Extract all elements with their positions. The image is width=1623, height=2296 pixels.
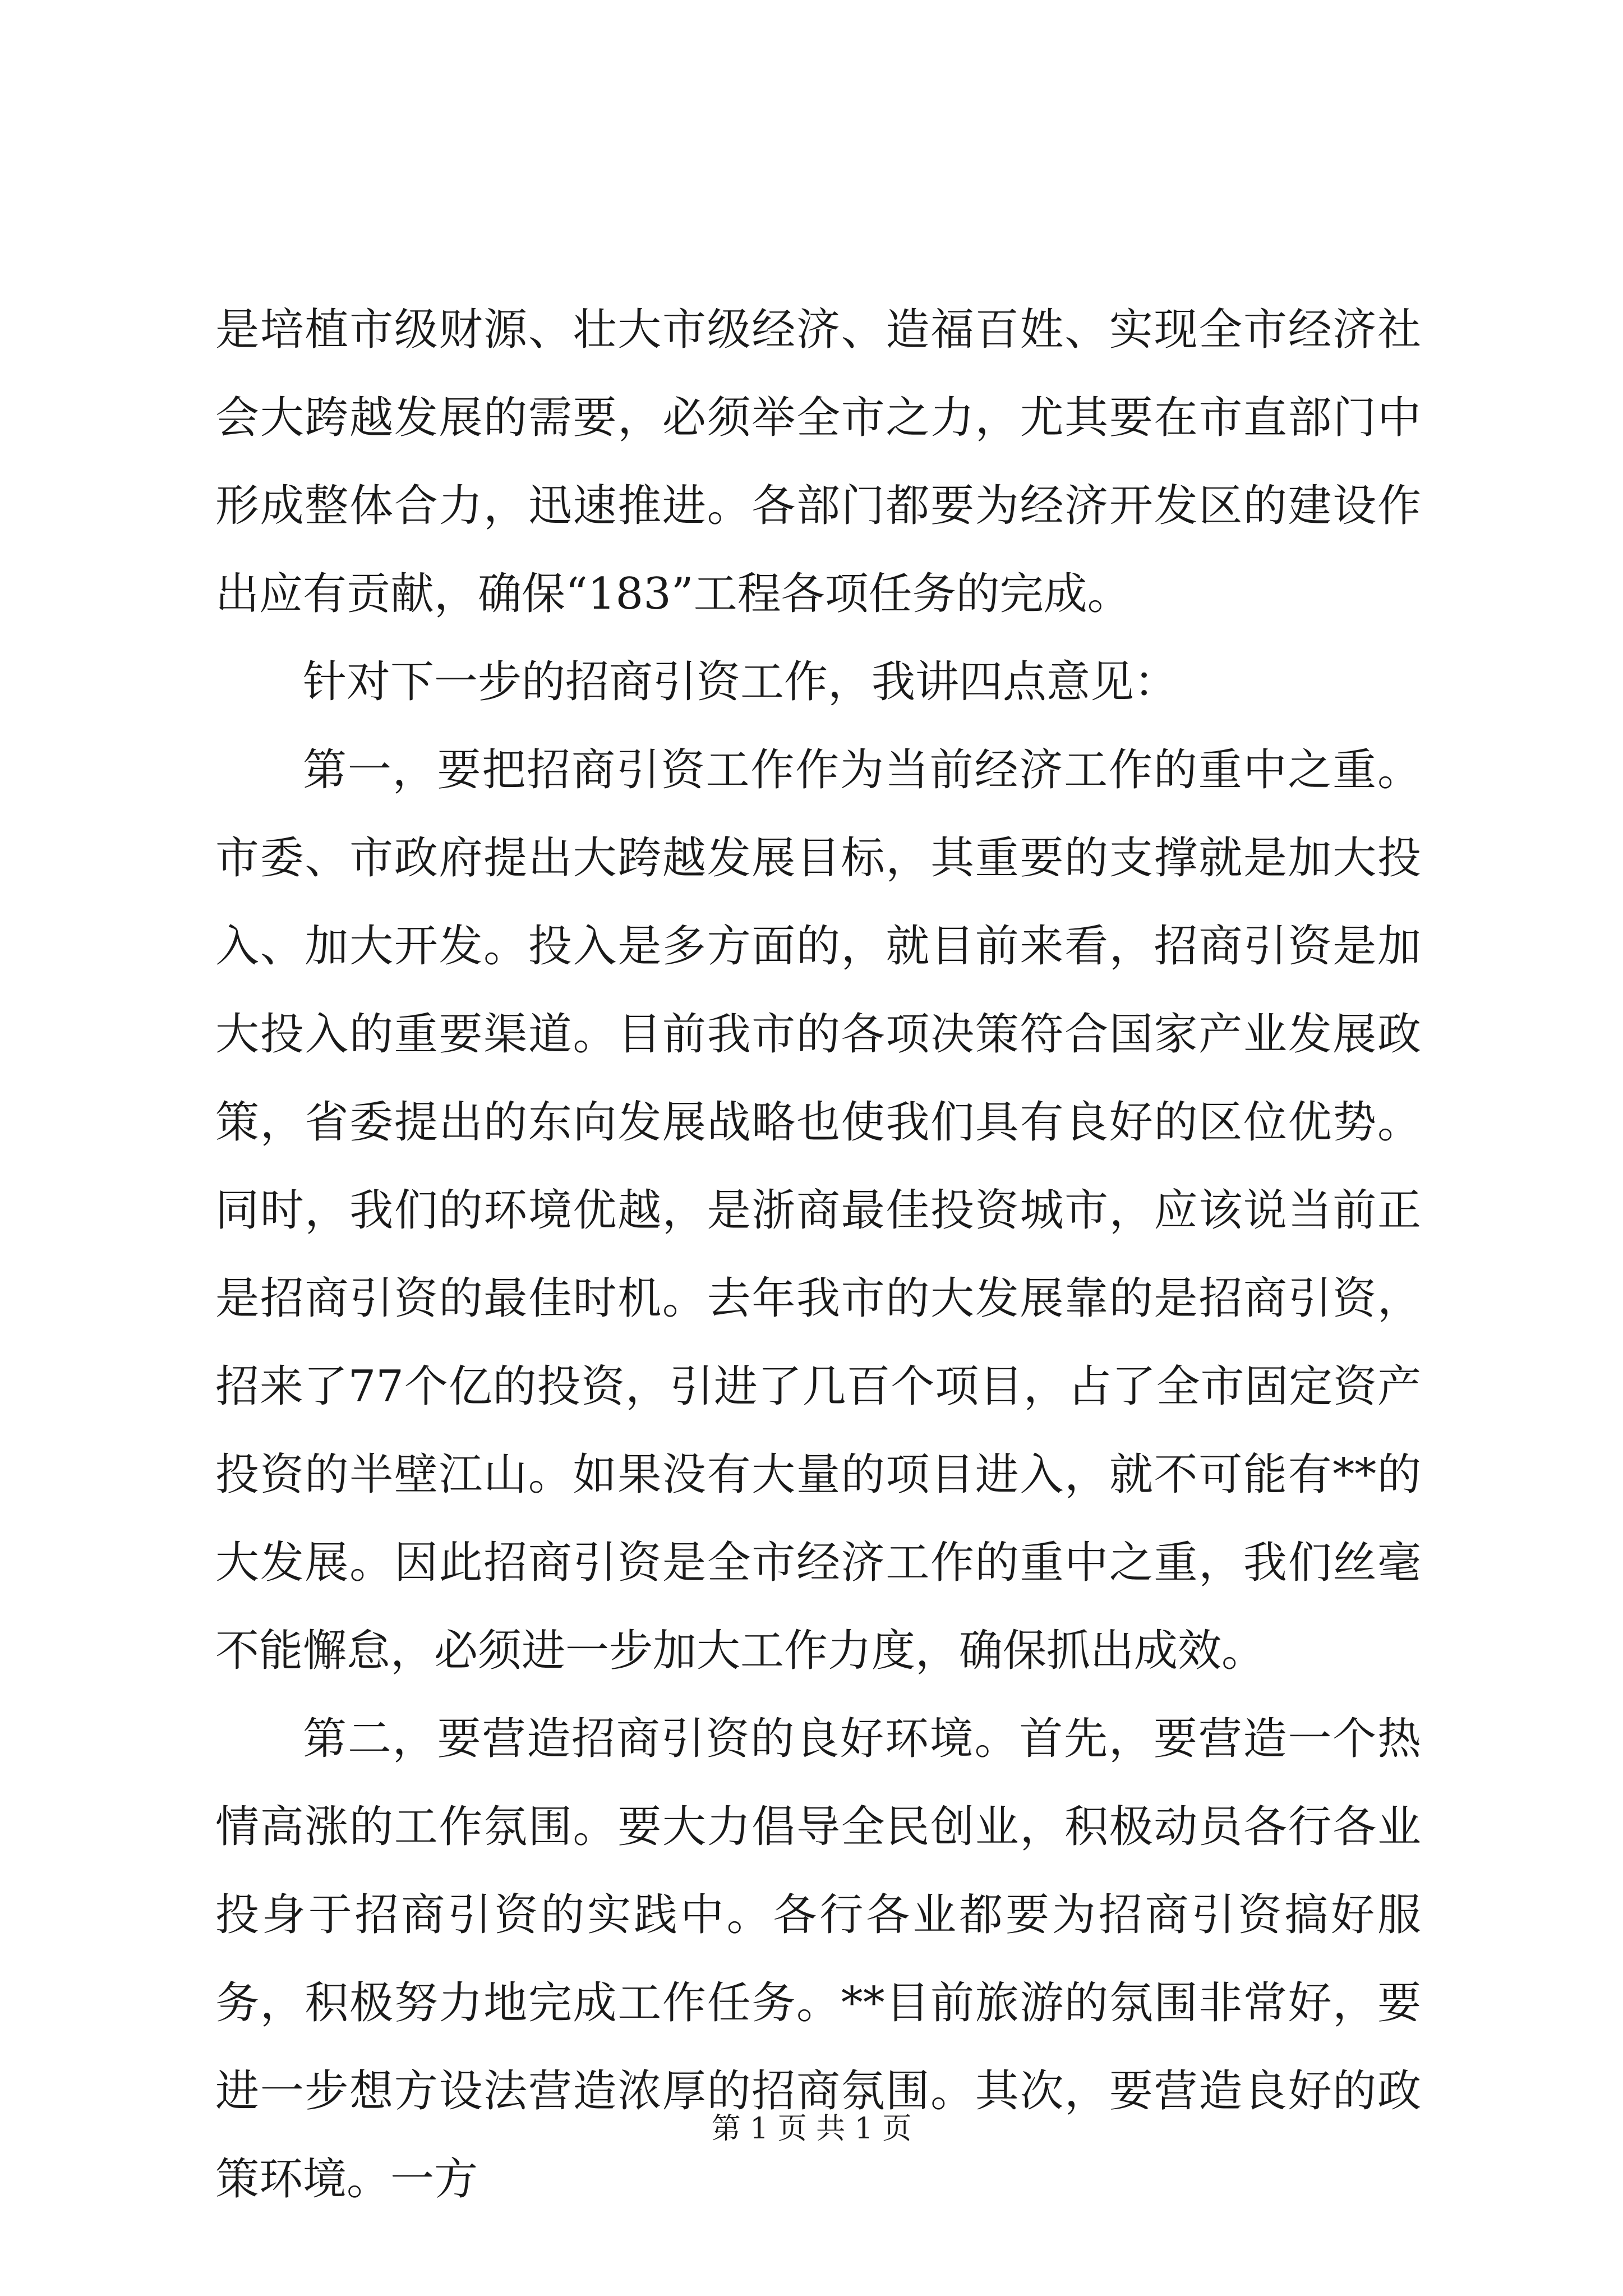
document-body: [215, 286, 1421, 2224]
paragraph-point-two: 第二，要营造招商引资的良好环境。首先，要营造一个热情高涨的工作氛围。要大力倡导全民创业，积极动员各行各业投身于招商引资的实践中。各行各业都要为招商引资搞好服务，积极努力地完成工作任务。**目前旅游的氛围非常好，要进一步想方设法营造浓厚的招商氛围。其次，要营造良好的政策环境。一方: [215, 1714, 1421, 2205]
paragraph-point-one: 第一，要把招商引资工作作为当前经济工作的重中之重。市委、市政府提出大跨越发展目标，其重要的支撑就是加大投入、加大开发。投入是多方面的，就目前来看，招商引资是加大投入的重要渠道。目前我市的各项决策符合国家产业发展政策，省委提出的东向发展战略也使我们具有良好的区位优势。同时，我们的环境优越，是浙商最佳投资城市，应该说当前正是招商引资的最佳时机。去年我市的大发展靠的是招商引资，招来了77个亿的投资，引进了几百个项目，占了全市固定资产投资的半壁江山。如果没有大量的项目进入，就不可能有**的大发展。因此招商引资是全市经济工作的重中之重，我们丝毫不能懈怠，必须进一步加大工作力度，确保抓出成效。: [215, 745, 1421, 1676]
paragraph-intro: 针对下一步的招商引资工作，我讲四点意见：: [303, 657, 1178, 707]
page-footer: 第 1 页 共 1 页: [711, 2112, 912, 2146]
paragraph-continuation: 是培植市级财源、壮大市级经济、造福百姓、实现全市经济社会大跨越发展的需要，必须举全市之力，尤其要在市直部门中形成整体合力，迅速推进。各部门都要为经济开发区的建设作出应有贡献，确保“183”工程各项任务的完成。: [215, 305, 1421, 619]
